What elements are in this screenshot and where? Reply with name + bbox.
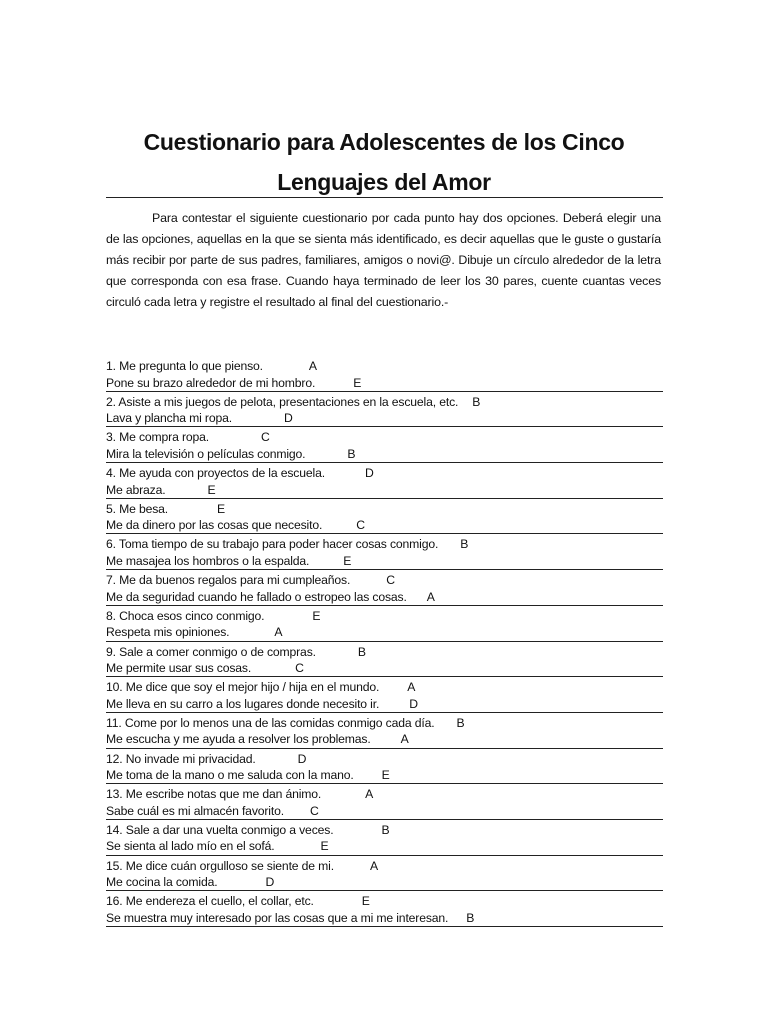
- option-a-letter[interactable]: A: [308, 359, 317, 373]
- option-a-line: [106, 571, 663, 589]
- question-pair: [106, 856, 663, 892]
- option-b-letter[interactable]: E: [343, 553, 352, 568]
- document-title: [106, 122, 662, 202]
- option-a-line: [106, 750, 663, 768]
- option-b-line: [106, 730, 663, 748]
- option-a-text: 13. Me escribe notas que me dan ánimo.: [106, 787, 322, 802]
- option-a-text: 5. Me besa.: [106, 501, 169, 516]
- option-a-text: 10. Me dice que soy el mejor hijo / hija en el mundo.: [106, 680, 380, 695]
- option-a-line: [106, 678, 663, 696]
- option-b-letter[interactable]: B: [466, 910, 475, 925]
- option-a-letter[interactable]: B: [456, 715, 465, 730]
- option-b-text: Me cocina la comida.: [106, 875, 218, 890]
- option-a-letter[interactable]: A: [365, 787, 374, 802]
- option-b-text: Mira la televisión o películas conmigo.: [106, 446, 306, 461]
- option-b-line: [106, 659, 663, 677]
- option-b-letter[interactable]: D: [265, 875, 275, 890]
- option-b-line: [106, 374, 663, 392]
- option-b-text: Me toma de la mano o me saluda con la mano.: [106, 768, 354, 783]
- title-line-1: Cuestionario para Adolescentes de los Cinco: [143, 129, 625, 155]
- question-pair: [106, 499, 663, 535]
- option-a-text: 14. Sale a dar una vuelta conmigo a veces.: [106, 822, 334, 837]
- option-b-line: [106, 837, 663, 855]
- option-b-text: Me masajea los hombros o la espalda.: [106, 553, 310, 568]
- option-b-letter[interactable]: E: [381, 768, 390, 783]
- instructions-paragraph: Para contestar el siguiente cuestionario por cada punto hay dos opciones. Deberá elegir una de las opciones, aquellas en la que se sienta más identificado, es decir aquellas que le guste o gustaría más recibir por parte de sus padres, familiares, amigos o novi@. Dibuje un círculo alrededor de la letra que corresponda con esa frase. Cuando haya terminado de leer los 30 pares, cuente cuantas veces circuló cada letra y registre el resultado al final del cuestionario.-: [106, 211, 661, 309]
- option-b-letter[interactable]: C: [309, 803, 319, 818]
- option-b-text: Me escucha y me ayuda a resolver los problemas.: [106, 732, 371, 747]
- option-a-line: [106, 535, 663, 553]
- option-a-line: [106, 357, 663, 375]
- question-pair: [106, 820, 663, 856]
- option-b-text: Me abraza.: [106, 482, 166, 497]
- option-b-letter[interactable]: B: [347, 446, 356, 461]
- question-pair: [106, 570, 663, 606]
- question-pair: [106, 891, 663, 927]
- option-b-text: Pone su brazo alrededor de mi hombro.: [106, 375, 316, 390]
- option-a-text: 4. Me ayuda con proyectos de la escuela.: [106, 466, 325, 481]
- option-b-letter[interactable]: D: [409, 696, 418, 711]
- option-a-letter[interactable]: B: [460, 537, 469, 552]
- question-pair: [106, 427, 663, 463]
- option-a-text: 15. Me dice cuán orgulloso se siente de mi.: [106, 858, 334, 873]
- title-line-2: Lenguajes del Amor: [277, 169, 491, 195]
- option-a-letter[interactable]: E: [361, 894, 370, 909]
- option-b-line: [106, 552, 663, 570]
- question-pair: [106, 534, 663, 570]
- option-b-letter[interactable]: E: [207, 482, 216, 497]
- option-b-letter[interactable]: D: [283, 411, 293, 426]
- question-pair: [106, 713, 663, 749]
- option-a-letter[interactable]: E: [312, 608, 321, 623]
- option-a-letter[interactable]: E: [217, 501, 226, 516]
- option-b-letter[interactable]: C: [356, 518, 365, 533]
- option-a-text: 6. Toma tiempo de su trabajo para poder hacer cosas conmigo.: [106, 537, 439, 552]
- option-b-letter[interactable]: E: [320, 839, 329, 854]
- option-b-line: [106, 409, 663, 427]
- option-b-text: Lava y plancha mi ropa.: [106, 411, 232, 426]
- option-b-line: [106, 445, 663, 463]
- option-b-text: Me lleva en su carro a los lugares donde necesito ir.: [106, 696, 380, 711]
- option-a-text: 1. Me pregunta lo que pienso.: [106, 359, 263, 373]
- option-b-text: Se muestra muy interesado por las cosas que a mi me interesan.: [106, 910, 449, 925]
- option-b-line: [106, 873, 663, 891]
- option-a-letter[interactable]: B: [472, 394, 481, 409]
- option-a-text: 11. Come por lo menos una de las comidas conmigo cada día.: [106, 715, 435, 730]
- option-a-text: 9. Sale a comer conmigo o de compras.: [106, 644, 316, 659]
- option-a-line: [106, 857, 663, 875]
- option-a-text: 8. Choca esos cinco conmigo.: [106, 608, 265, 623]
- option-b-line: [106, 481, 663, 499]
- option-a-line: [106, 643, 663, 661]
- option-b-text: Se sienta al lado mío en el sofá.: [106, 839, 275, 854]
- option-b-text: Me da seguridad cuando he fallado o estropeo las cosas.: [106, 589, 407, 604]
- option-b-text: Respeta mis opiniones.: [106, 625, 230, 640]
- option-a-line: [106, 785, 663, 803]
- option-a-letter[interactable]: C: [386, 573, 395, 588]
- option-a-letter[interactable]: B: [357, 644, 366, 659]
- option-b-line: [106, 516, 663, 534]
- option-a-line: [106, 607, 663, 625]
- option-a-line: [106, 393, 663, 411]
- option-a-text: 12. No invade mi privacidad.: [106, 751, 256, 766]
- option-a-line: [106, 714, 663, 732]
- title-divider: [106, 197, 663, 198]
- option-b-text: Me permite usar sus cosas.: [106, 661, 252, 675]
- question-pair: [106, 356, 663, 392]
- option-a-letter[interactable]: C: [260, 430, 270, 445]
- option-a-line: [106, 821, 663, 839]
- option-b-letter[interactable]: A: [426, 589, 435, 604]
- option-b-line: [106, 623, 663, 641]
- option-b-line: [106, 588, 663, 606]
- option-a-text: 3. Me compra ropa.: [106, 430, 209, 445]
- option-a-line: [106, 428, 663, 446]
- question-pair: [106, 606, 663, 642]
- option-a-line: [106, 892, 663, 910]
- option-b-line: [106, 695, 663, 713]
- option-b-text: Me da dinero por las cosas que necesito.: [106, 518, 323, 533]
- question-pair: [106, 642, 663, 678]
- option-a-text: 16. Me endereza el cuello, el collar, etc.: [106, 894, 314, 909]
- option-a-text: 7. Me da buenos regalos para mi cumpleaños.: [106, 573, 351, 588]
- option-a-letter[interactable]: A: [369, 858, 378, 873]
- option-b-line: [106, 802, 663, 820]
- option-a-text: 2. Asiste a mis juegos de pelota, presentaciones en la escuela, etc.: [106, 394, 459, 409]
- option-a-letter[interactable]: D: [364, 466, 374, 481]
- option-a-letter[interactable]: D: [297, 751, 307, 766]
- question-pair: [106, 392, 663, 428]
- option-b-line: [106, 766, 663, 784]
- option-b-text: Sabe cuál es mi almacén favorito.: [106, 803, 284, 818]
- question-pair: [106, 749, 663, 785]
- question-pair: [106, 463, 663, 499]
- questionnaire-list: [106, 356, 663, 927]
- option-a-line: [106, 500, 663, 518]
- option-a-letter[interactable]: B: [381, 822, 390, 837]
- option-a-line: [106, 464, 663, 482]
- option-b-letter[interactable]: A: [274, 625, 283, 640]
- option-b-line: [106, 909, 663, 927]
- option-b-letter[interactable]: E: [353, 375, 362, 390]
- option-b-letter[interactable]: C: [295, 661, 304, 675]
- question-pair: [106, 677, 663, 713]
- option-a-letter[interactable]: A: [407, 680, 416, 695]
- question-pair: [106, 784, 663, 820]
- option-b-letter[interactable]: A: [400, 732, 409, 747]
